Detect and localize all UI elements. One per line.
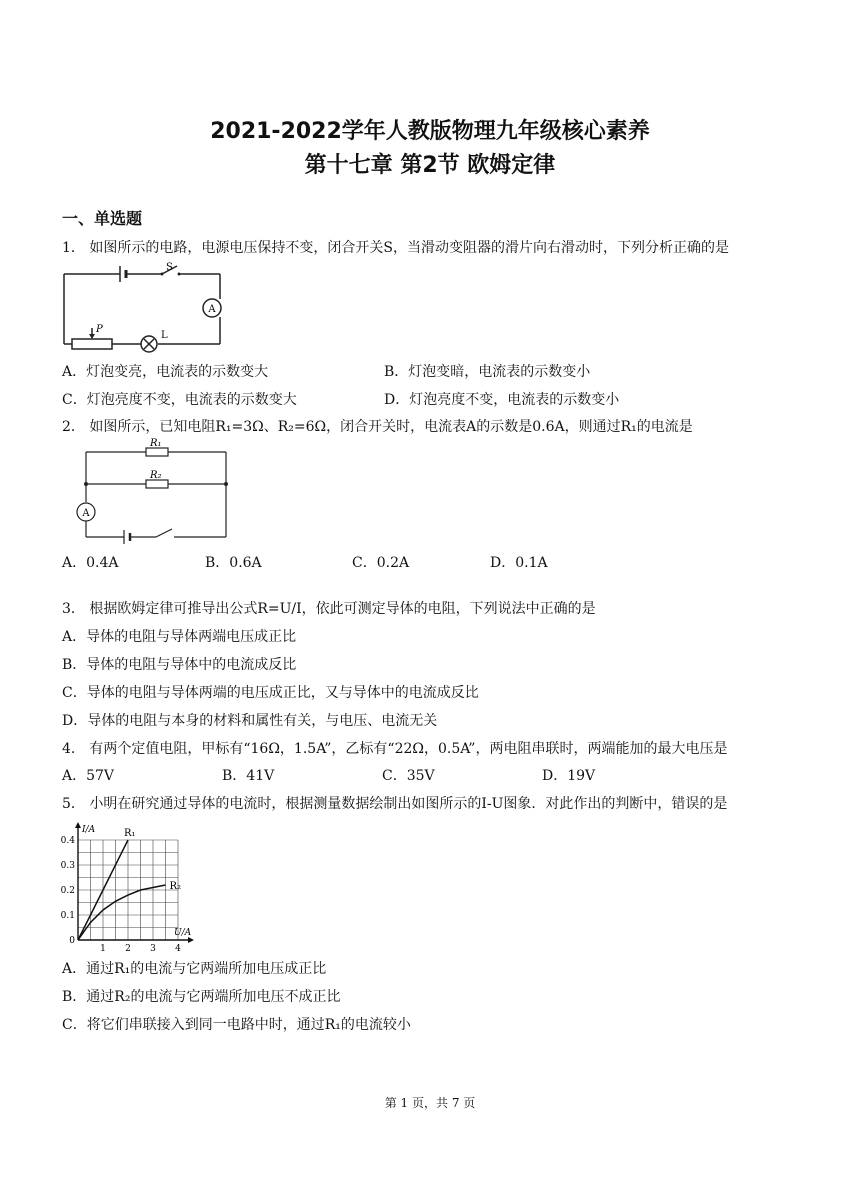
q3-option-c: C．导体的电阻与导体两端的电压成正比，又与导体中的电流成反比 [62,685,479,701]
y-tick-label: 0.2 [60,886,75,896]
q1-circuit-diagram [62,262,232,352]
q1-option-a: A．灯泡变亮，电流表的示数变大 [62,364,269,380]
q1-slider-label: P [96,324,103,335]
series-label-2: R₂ [169,881,182,892]
q5-option-b: B．通过R₂的电流与它两端所加电压不成正比 [62,989,341,1005]
q2-option-c: C．0.2A [352,555,410,571]
y-axis-label: I/A [82,825,96,835]
y-axis-arrow [75,822,81,828]
q2-option-d: D．0.1A [490,555,548,571]
q1-switch-label: S [166,262,173,273]
q2-option-b: B．0.6A [205,555,262,571]
origin-label: 0 [69,936,75,946]
title-line-1: 2021-2022学年人教版物理九年级核心素养 [210,119,650,144]
q5-option-a: A．通过R₁的电流与它两端所加电压成正比 [62,961,327,977]
q3-option-b: B．导体的电阻与导体中的电流成反比 [62,657,297,673]
y-tick-label: 0.1 [60,911,75,921]
q4-option-a: A．57V [62,768,115,784]
page-footer: 第 1 页，共 7 页 [384,1096,476,1110]
q5-stem: 5． 小明在研究通过导体的电流时，根据测量数据绘制出如图所示的I-U图象．对此作出的判断中，错误的是 [62,796,728,812]
q3-option-a: A．导体的电阻与导体两端电压成正比 [62,629,297,645]
q2-stem: 2． 如图所示，已知电阻R₁=3Ω、R₂=6Ω，闭合开关时，电流表A的示数是0.6A，则通过R₁的电流是 [62,419,693,435]
q4-option-c: C．35V [382,768,435,784]
y-tick-label: 0.3 [60,861,75,871]
q5-option-c: C．将它们串联接入到同一电路中时，通过R₁的电流较小 [62,1017,411,1033]
q2-option-a: A．0.4A [62,555,119,571]
x-tick-label: 2 [125,944,131,954]
q3-option-d: D．导体的电阻与本身的材料和属性有关，与电压、电流无关 [62,713,438,729]
q4-option-d: D．19V [542,768,596,784]
q4-option-b: B．41V [222,768,275,784]
q1-lamp-label: L [161,330,168,341]
q3-stem: 3． 根据欧姆定律可推导出公式R=U/I，依此可测定导体的电阻，下列说法中正确的是 [62,601,596,617]
q1-option-b: B．灯泡变暗，电流表的示数变小 [384,364,591,380]
y-tick-label: 0.4 [60,836,75,846]
x-tick-label: 1 [100,944,106,954]
x-tick-label: 3 [150,944,156,954]
q1-option-d: D．灯泡亮度不变，电流表的示数变小 [384,392,620,408]
q1-option-c: C．灯泡亮度不变，电流表的示数变大 [62,392,297,408]
q2-r1-label: R₁ [150,438,162,449]
q2-r2-label: R₂ [150,470,162,481]
q2-ammeter-label: A [82,508,90,519]
q1-stem: 1． 如图所示的电路，电源电压保持不变，闭合开关S，当滑动变阻器的滑片向右滑动时，下列分析正确的是 [62,240,729,256]
x-axis-label: U/A [174,928,192,938]
title-line-2: 第十七章 第2节 欧姆定律 [304,153,556,178]
q2-circuit-diagram [76,440,246,540]
x-tick-label: 4 [175,944,181,954]
section-heading: 一、单选题 [62,209,143,228]
q4-stem: 4． 有两个定值电阻，甲标有“16Ω，1.5A”，乙标有“22Ω，0.5A”，两电阻串联时，两端能加的最大电压是 [62,741,728,757]
q1-ammeter-label: A [208,304,216,315]
q5-iu-graph [60,815,200,955]
series-label-1: R₁ [124,828,136,839]
